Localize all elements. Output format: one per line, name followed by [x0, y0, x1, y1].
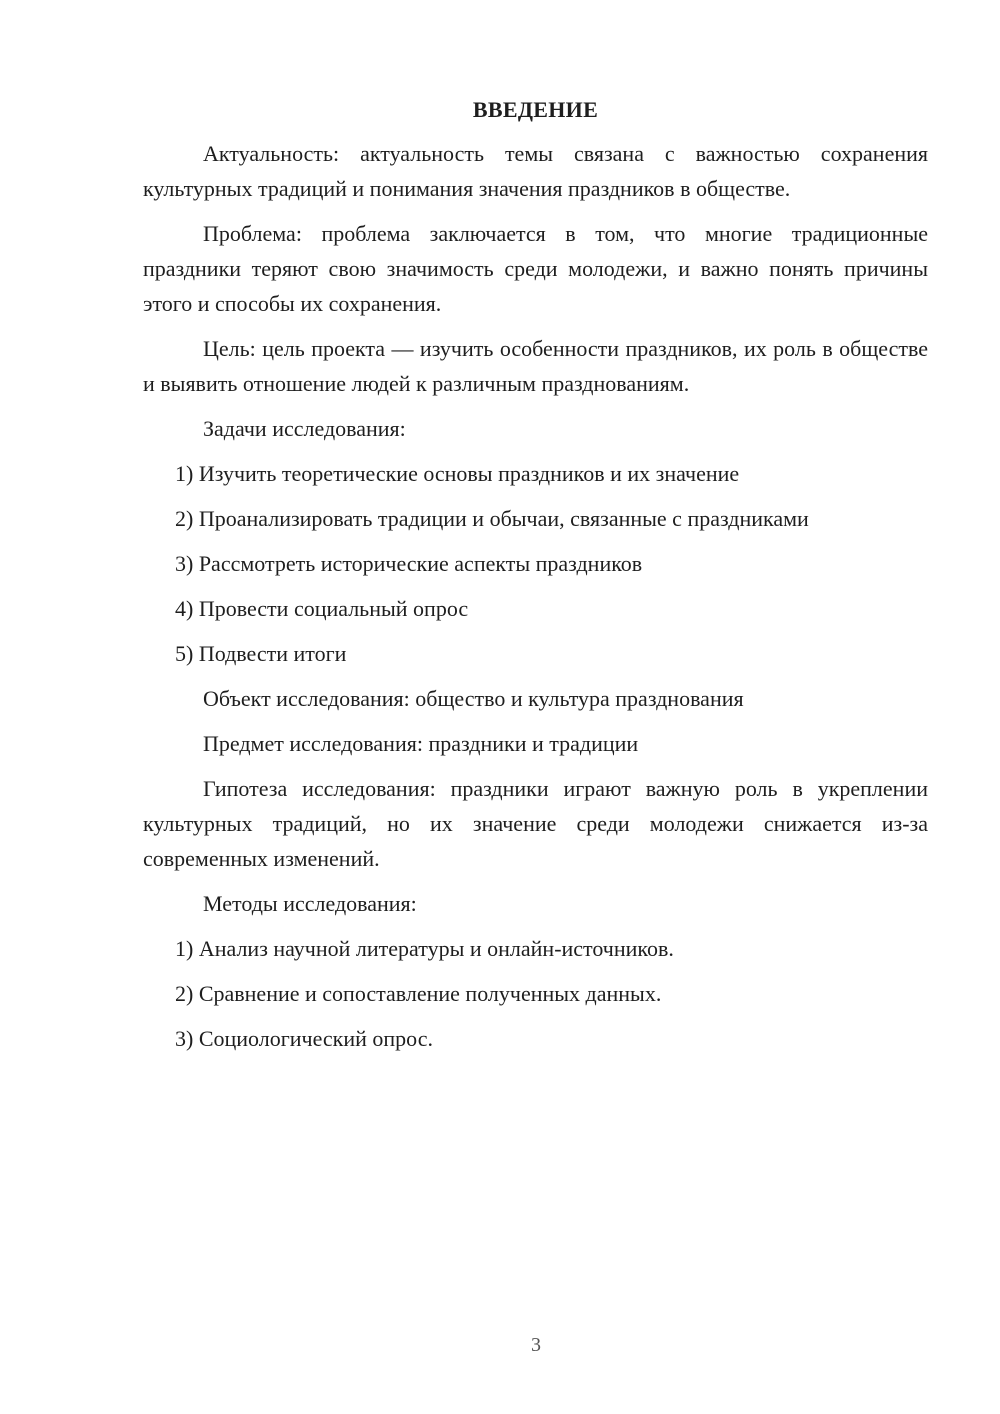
task-item: 5) Подвести итоги: [175, 641, 347, 666]
page-number: 3: [531, 1334, 541, 1356]
method-item: 1) Анализ научной литературы и онлайн-источников.: [175, 936, 674, 961]
problem-paragraph: Проблема: проблема заключается в том, что многие традиционные праздники теряют свою значимость среди молодежи, и важно понять причины этого и способы их сохранения.: [143, 221, 928, 316]
hypothesis-paragraph: Гипотеза исследования: праздники играют важную роль в укреплении культурных традиций, но их значение среди молодежи снижается из-за современных изменений.: [143, 776, 928, 871]
relevance-paragraph: Актуальность: актуальность темы связана с важностью сохранения культурных традиций и понимания значения праздников в обществе.: [143, 141, 928, 201]
method-item: 3) Социологический опрос.: [175, 1026, 433, 1051]
task-item: 3) Рассмотреть исторические аспекты праздников: [175, 551, 643, 576]
task-item: 4) Провести социальный опрос: [175, 596, 469, 621]
research-object: Объект исследования: общество и культура празднования: [203, 686, 744, 711]
tasks-label: Задачи исследования:: [203, 416, 406, 441]
document-page: [143, 95, 928, 1066]
method-item: 2) Сравнение и сопоставление полученных данных.: [175, 981, 662, 1006]
page-title: ВВЕДЕНИЕ: [472, 97, 599, 122]
task-item: 2) Проанализировать традиции и обычаи, связанные с праздниками: [175, 506, 809, 531]
research-subject: Предмет исследования: праздники и традиции: [203, 731, 639, 756]
methods-label: Методы исследования:: [203, 891, 417, 916]
goal-paragraph: Цель: цель проекта — изучить особенности праздников, их роль в обществе и выявить отношение людей к различным празднованиям.: [143, 336, 928, 396]
task-item: 1) Изучить теоретические основы праздников и их значение: [175, 461, 740, 486]
